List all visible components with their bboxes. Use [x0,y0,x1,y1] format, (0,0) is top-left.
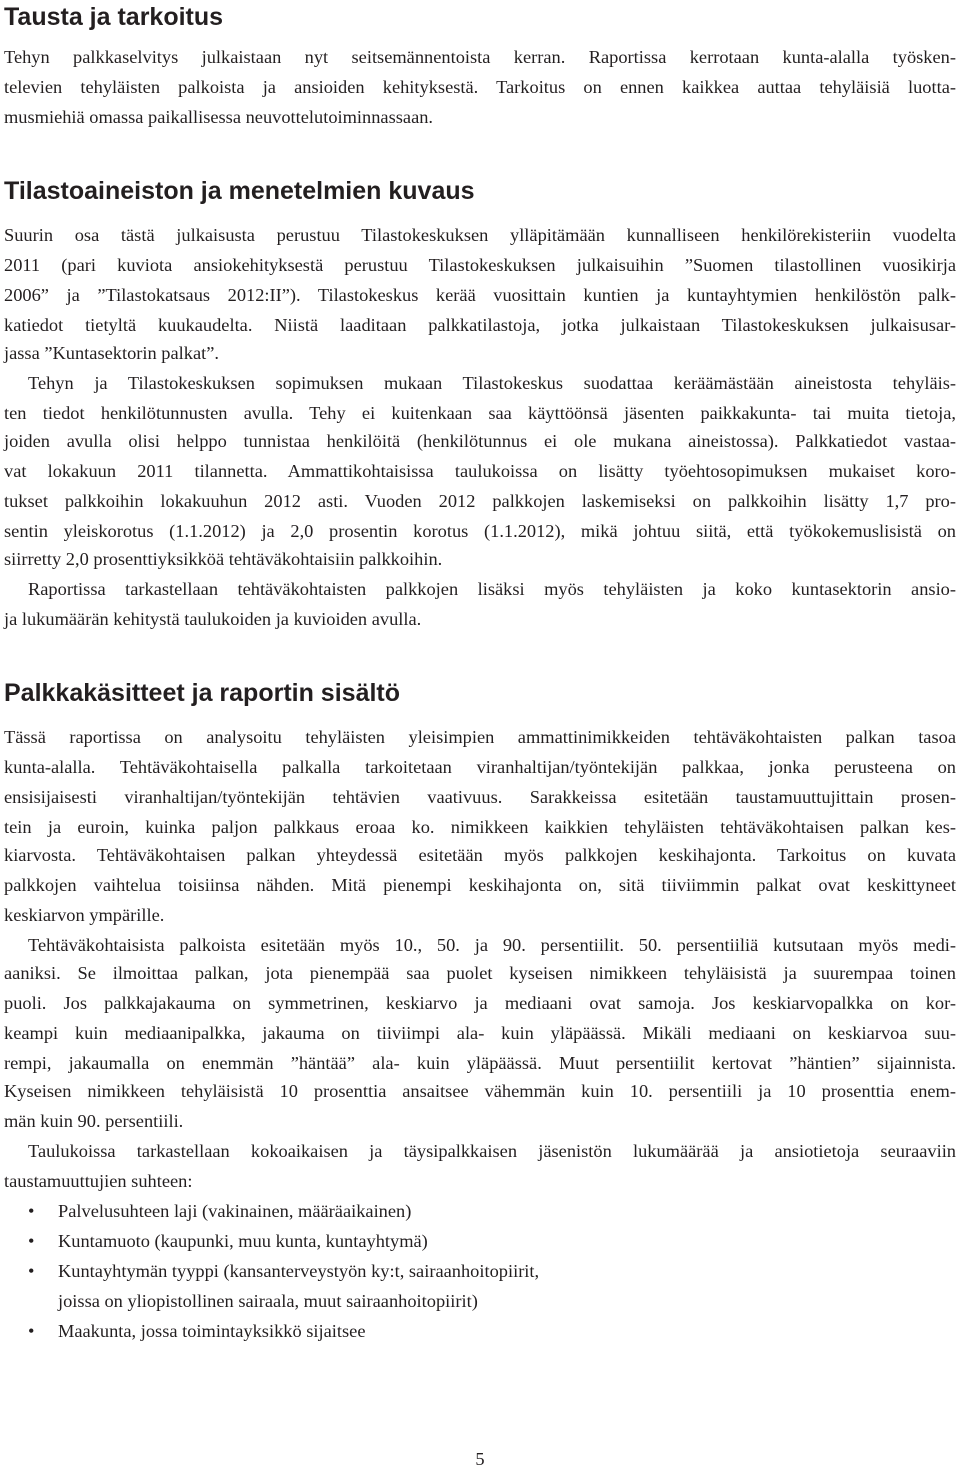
paragraph-line: siirretty 2,0 prosenttiyksikköä tehtäväkohtaisiin palkkoihin. [4,549,443,569]
paragraph-line: 2011 (pari kuviota ansiokehityksestä perustuu Tilastokeskuksen julkaisuihin ”Suomen tilastollinen vuosikirja [4,255,956,275]
paragraph-line: joiden avulla olisi helppo tunnistaa henkilöitä (henkilötunnus ei ole mukana aineistossa). Palkkatiedot vastaa- [4,431,956,451]
paragraph-line: tein ja euroin, kuinka paljon palkkaus eroaa ko. nimikkeen kaikkien tehyläisten tehtäväkohtaisen palkan kes- [4,817,956,837]
paragraph-line: keskiarvon ympärille. [4,905,165,925]
paragraph-line: ja lukumäärän kehitystä taulukoiden ja kuvioiden avulla. [4,609,422,629]
paragraph-line: ten tiedot henkilötunnusten avulla. Tehy ei kuitenkaan saa käyttöönsä jäsenten paikkakunta- tai muita tietoja, [4,403,956,423]
bullet-marker: • [28,1201,35,1221]
paragraph-line: Taulukoissa tarkastellaan kokoaikaisen ja täysipalkkaisen jäsenistön lukumäärää ja ansiotietoja seuraaviin [28,1141,956,1161]
paragraph-line: Raportissa tarkastellaan tehtäväkohtaisten palkkojen lisäksi myös tehyläisten ja koko kuntasektorin ansio- [28,579,956,599]
paragraph-line: sentin yleiskorotus (1.1.2012) ja 2,0 prosentin korotus (1.1.2012), mikä johtuu siitä, että työkokemuslisistä on [4,521,956,541]
bullet-marker: • [28,1231,35,1251]
paragraph-line: aaniksi. Se ilmoittaa palkan, jota pienempää saa puolet kyseisen nimikkeen tehyläisistä ja suurempaa toinen [4,963,956,983]
paragraph-line: puoli. Jos palkkajakauma on symmetrinen, keskiarvo ja mediaani ovat samoja. Jos keskiarvopalkka on kor- [4,993,956,1013]
paragraph-line: musmiehiä omassa paikallisessa neuvottelutoiminnassaan. [4,107,434,127]
paragraph-line: Tehyn palkkaselvitys julkaistaan nyt seitsemännentoista kerran. Raportissa kerrotaan kunta-alalla työsken- [4,47,956,67]
paragraph-line: Tehyn ja Tilastokeskuksen sopimuksen mukaan Tilastokeskus suodattaa keräämästään aineistosta tehyläis- [28,373,956,393]
paragraph-line: Tehtäväkohtaisista palkoista esitetään myös 10., 50. ja 90. persentiilit. 50. persentiiliä kutsutaan myös medi- [28,935,956,955]
paragraph-line: kiarvosta. Tehtäväkohtaisen palkan yhteydessä esitetään myös palkkojen keskihajonta. Tarkoitus on kuvata [4,845,956,865]
list-item: Maakunta, jossa toimintayksikkö sijaitsee [58,1321,366,1341]
section-heading-tausta: Tausta ja tarkoitus [4,3,224,31]
paragraph-line: ensisijaisesti viranhaltijan/työntekijän tehtävien vaativuus. Sarakkeissa esitetään taustamuuttujittain prosen- [4,787,956,807]
bullet-marker: • [28,1261,35,1281]
paragraph-line: män kuin 90. persentiili. [4,1111,184,1131]
paragraph-line: keampi kuin mediaanipalkka, jakauma on tiiviimpi ala- kuin yläpäässä. Mikäli mediaani on keskiarvoa suu- [4,1023,956,1043]
paragraph-line: Tässä raportissa on analysoitu tehyläisten yleisimpien ammattinimikkeiden tehtäväkohtaisten palkan tasoa [4,727,956,747]
paragraph-line: katiedot tietyltä kuukaudelta. Niistä laaditaan palkkatilastoja, jotka julkaistaan Tilastokeskuksen julkaisusar- [4,315,956,335]
list-item-continuation: joissa on yliopistollinen sairaala, muut sairaanhoitopiirit) [58,1291,478,1311]
paragraph-line: televien tehyläisten palkoista ja ansioiden kehityksestä. Tarkoitus on ennen kaikkea auttaa tehyläisiä luotta- [4,77,956,97]
paragraph-line: rempi, jakaumalla on enemmän ”häntää” ala- kuin yläpäässä. Muut persentiilit kertovat ”häntien” sijainnista. [4,1053,956,1073]
paragraph-line: kunta-alalla. Tehtäväkohtaisella palkalla tarkoitetaan viranhaltijan/työntekijän palkkaa, jonka perusteena on [4,757,956,777]
list-item: Palvelusuhteen laji (vakinainen, määräaikainen) [58,1201,412,1221]
paragraph-line: Kyseisen nimikkeen tehyläisistä 10 prosenttia ansaitsee vähemmän kuin 10. persentiili ja 10 prosenttia enem- [4,1081,956,1101]
list-item: Kuntayhtymän tyyppi (kansanterveystyön ky:t, sairaanhoitopiirit, [58,1261,540,1281]
paragraph-line: 2006” ja ”Tilastokatsaus 2012:II”). Tilastokeskus kerää vuosittain kuntien ja kuntayhtymien henkilöstön palk- [4,285,956,305]
paragraph-line: palkkojen vaihtelua toisiinsa nähden. Mitä pienempi keskihajonta on, sitä tiiviimmin palkat ovat keskittyneet [4,875,956,895]
paragraph-line: Suurin osa tästä julkaisusta perustuu Tilastokeskuksen ylläpitämään kunnalliseen henkilörekisteriin vuodelta [4,225,956,245]
section-heading-palkkakasitteet: Palkkakäsitteet ja raportin sisältö [4,679,401,707]
page-number: 5 [475,1449,485,1469]
list-item: Kuntamuoto (kaupunki, muu kunta, kuntayhtymä) [58,1231,428,1251]
paragraph-line: tukset palkkoihin lokakuuhun 2012 asti. Vuoden 2012 palkkojen laskemiseksi on palkkoihin lisätty 1,7 pro- [4,491,956,511]
paragraph-line: jassa ”Kuntasektorin palkat”. [4,343,219,363]
paragraph-line: taustamuuttujien suhteen: [4,1171,193,1191]
section-heading-tilastoaineisto: Tilastoaineiston ja menetelmien kuvaus [4,177,475,205]
paragraph-line: vat lokakuun 2011 tilannetta. Ammattikohtaisissa taulukoissa on lisätty työehtosopimuksen mukaiset koro- [4,461,956,481]
bullet-marker: • [28,1321,35,1341]
